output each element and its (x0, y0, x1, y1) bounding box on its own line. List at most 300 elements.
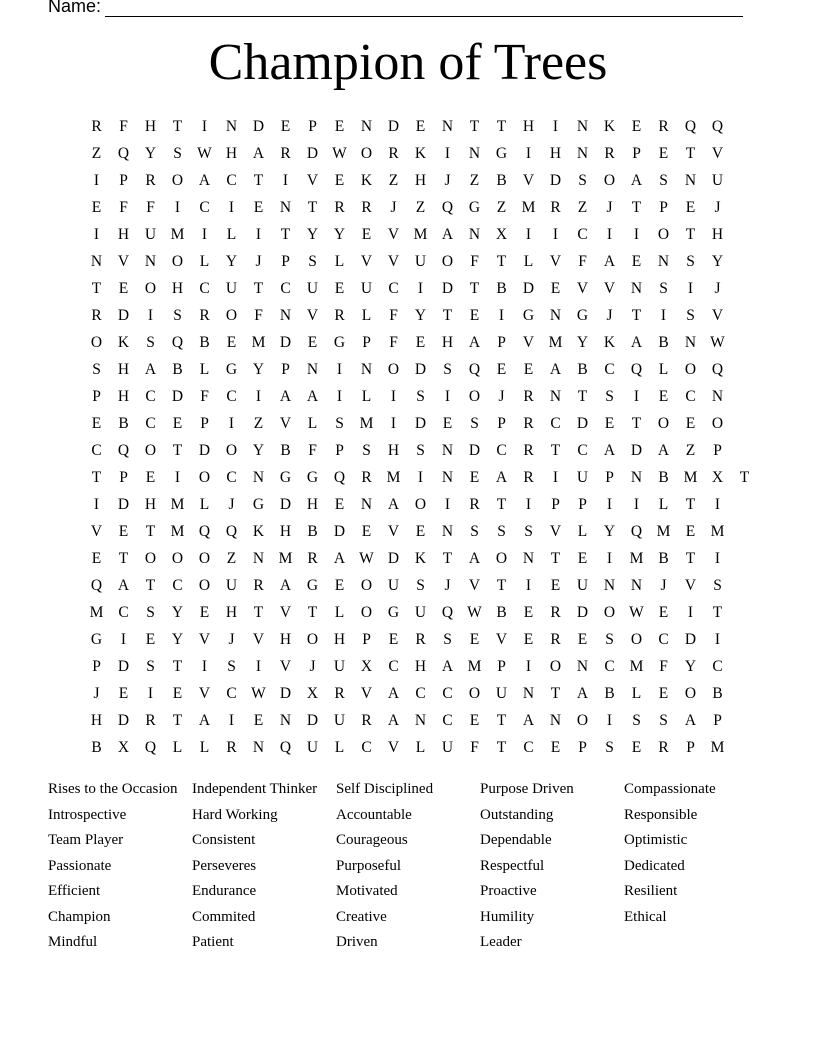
grid-row (83, 221, 758, 248)
grid-letter: E (145, 631, 156, 648)
word-bank-item: Mindful (48, 934, 98, 950)
grid-letter: N (414, 712, 427, 729)
grid-letter: E (172, 415, 183, 432)
grid-row (83, 464, 758, 491)
name-field[interactable] (48, 0, 743, 17)
grid-letter: C (577, 226, 588, 243)
grid-letter: Q (711, 118, 724, 135)
grid-letter: T (685, 550, 696, 567)
grid-letter: Q (171, 334, 184, 351)
grid-letter: I (525, 226, 532, 243)
grid-letter: U (441, 739, 454, 756)
grid-letter: F (119, 118, 128, 135)
grid-letter: E (604, 415, 615, 432)
grid-letter: Y (711, 253, 724, 270)
grid-letter: N (630, 577, 643, 594)
grid-letter: O (198, 577, 211, 594)
grid-letter: T (172, 658, 183, 675)
grid-letter: I (255, 388, 262, 405)
grid-letter: E (685, 523, 696, 540)
grid-letter: R (280, 145, 291, 162)
grid-letter: N (252, 739, 265, 756)
grid-row (83, 491, 758, 518)
grid-letter: S (713, 577, 722, 594)
grid-letter: K (603, 334, 616, 351)
grid-letter: L (361, 388, 372, 405)
grid-letter: Y (306, 226, 319, 243)
grid-letter: M (170, 496, 185, 513)
grid-letter: P (578, 496, 587, 513)
grid-letter: R (550, 199, 561, 216)
grid-letter: G (306, 577, 319, 594)
grid-letter: Q (630, 523, 643, 540)
grid-letter: D (387, 550, 400, 567)
grid-letter: F (389, 307, 398, 324)
word-bank-item: Outstanding (480, 806, 554, 823)
grid-letter: E (334, 172, 345, 189)
grid-letter: Q (333, 469, 346, 486)
grid-letter: N (441, 469, 454, 486)
grid-letter: L (577, 523, 588, 540)
grid-letter: C (658, 631, 669, 648)
word-bank-item: Commited (192, 908, 256, 925)
grid-letter: A (252, 145, 265, 162)
grid-letter: N (522, 685, 535, 702)
word-bank-item: Perseveres (192, 857, 257, 874)
grid-letter: A (279, 577, 292, 594)
grid-letter: B (658, 550, 669, 567)
grid-letter: I (120, 631, 127, 648)
grid-letter: S (659, 712, 668, 729)
grid-row (83, 653, 758, 680)
grid-letter: D (279, 496, 292, 513)
grid-letter: C (199, 199, 210, 216)
grid-letter: E (658, 685, 669, 702)
grid-letter: Q (630, 361, 643, 378)
grid-letter: G (468, 199, 481, 216)
grid-letter: I (525, 658, 532, 675)
grid-letter: V (495, 631, 508, 648)
grid-letter: C (226, 469, 237, 486)
grid-letter: Y (603, 523, 616, 540)
grid-letter: O (657, 226, 670, 243)
grid-letter: D (117, 307, 130, 324)
grid-letter: O (360, 577, 373, 594)
grid-letter: Q (117, 145, 130, 162)
grid-letter: R (91, 118, 102, 135)
grid-letter: Q (441, 604, 454, 621)
grid-letter: I (147, 307, 154, 324)
grid-letter: L (658, 361, 669, 378)
grid-letter: Z (91, 145, 102, 162)
grid-letter: N (252, 550, 265, 567)
grid-letter: E (334, 577, 345, 594)
grid-letter: N (360, 118, 373, 135)
grid-letter: I (201, 226, 208, 243)
grid-letter: P (362, 334, 371, 351)
grid-letter: T (172, 712, 183, 729)
grid-letter: I (525, 577, 532, 594)
grid-row (83, 680, 758, 707)
grid-letter: T (550, 685, 561, 702)
grid-letter: S (443, 361, 452, 378)
grid-letter: T (469, 118, 480, 135)
grid-letter: A (387, 712, 400, 729)
grid-letter: V (198, 631, 211, 648)
grid-letter: V (279, 658, 292, 675)
grid-letter: E (334, 118, 345, 135)
grid-letter: K (414, 550, 427, 567)
grid-letter: I (687, 604, 694, 621)
grid-letter: H (522, 118, 535, 135)
grid-letter: V (360, 253, 373, 270)
grid-letter: T (685, 145, 696, 162)
grid-letter: I (633, 388, 640, 405)
grid-letter: S (497, 523, 506, 540)
word-bank-item: Endurance (192, 883, 257, 899)
grid-letter: F (389, 334, 398, 351)
grid-letter: N (657, 253, 670, 270)
grid-letter: E (415, 334, 426, 351)
grid-letter: R (550, 631, 561, 648)
grid-letter: H (711, 226, 724, 243)
grid-letter: B (280, 442, 291, 459)
grid-letter: D (333, 523, 346, 540)
grid-letter: Q (117, 442, 130, 459)
grid-letter: P (497, 658, 506, 675)
grid-letter: R (226, 739, 237, 756)
grid-letter: S (416, 388, 425, 405)
grid-letter: H (414, 658, 427, 675)
grid-letter: S (632, 712, 641, 729)
grid-letter: A (603, 253, 616, 270)
grid-letter: E (631, 739, 642, 756)
grid-letter: B (658, 334, 669, 351)
grid-letter: I (714, 496, 721, 513)
grid-letter: M (467, 658, 482, 675)
grid-letter: M (629, 550, 644, 567)
grid-letter: M (629, 658, 644, 675)
grid-letter: C (712, 658, 723, 675)
grid-letter: N (684, 172, 697, 189)
word-bank (48, 778, 768, 957)
grid-letter: Q (684, 118, 697, 135)
grid-letter: T (172, 118, 183, 135)
grid-letter: V (549, 523, 562, 540)
grid-letter: R (307, 550, 318, 567)
grid-letter: N (468, 145, 481, 162)
grid-letter: T (442, 307, 453, 324)
word-column (48, 778, 192, 957)
name-label: Name: (48, 0, 102, 16)
grid-letter: V (306, 307, 319, 324)
grid-letter: S (92, 361, 101, 378)
grid-letter: I (201, 658, 208, 675)
grid-letter: L (334, 604, 345, 621)
grid-letter: E (334, 496, 345, 513)
grid-letter: B (604, 685, 615, 702)
grid-letter: T (307, 604, 318, 621)
grid-letter: Y (252, 442, 265, 459)
grid-letter: K (603, 118, 616, 135)
grid-letter: O (549, 658, 562, 675)
page-title: Champion of Trees (208, 34, 608, 91)
word-bank-item: Ethical (624, 908, 667, 925)
grid-letter: E (172, 685, 183, 702)
grid-letter: S (659, 280, 668, 297)
grid-letter: E (415, 118, 426, 135)
grid-letter: S (416, 577, 425, 594)
grid-letter: P (281, 361, 290, 378)
grid-letter: N (360, 361, 373, 378)
grid-letter: Z (415, 199, 426, 216)
grid-letter: H (117, 226, 130, 243)
grid-letter: V (711, 145, 724, 162)
grid-letter: I (444, 388, 451, 405)
grid-letter: C (388, 280, 399, 297)
grid-letter: J (660, 577, 667, 594)
grid-letter: C (199, 280, 210, 297)
grid-letter: C (415, 685, 426, 702)
grid-letter: E (577, 631, 588, 648)
grid-letter: H (117, 361, 130, 378)
grid-letter: F (254, 307, 263, 324)
grid-letter: R (361, 199, 372, 216)
grid-letter: A (387, 496, 400, 513)
grid-letter: E (118, 523, 129, 540)
name-blank-line[interactable] (105, 0, 743, 17)
grid-letter: L (226, 226, 237, 243)
grid-letter: R (523, 415, 534, 432)
grid-letter: A (144, 361, 157, 378)
grid-letter: U (387, 577, 400, 594)
grid-letter: S (686, 253, 695, 270)
grid-letter: S (308, 253, 317, 270)
grid-letter: H (441, 334, 454, 351)
word-bank-item: Creative (336, 908, 387, 925)
grid-letter: Y (414, 307, 427, 324)
grid-letter: J (606, 199, 613, 216)
word-bank-item: Purposeful (336, 857, 401, 874)
grid-letter: E (523, 361, 534, 378)
grid-row (83, 437, 758, 464)
grid-letter: I (687, 280, 694, 297)
grid-letter: N (711, 388, 724, 405)
grid-letter: S (335, 415, 344, 432)
grid-letter: R (361, 469, 372, 486)
grid-letter: U (576, 577, 589, 594)
grid-letter: N (549, 388, 562, 405)
grid-letter: E (685, 199, 696, 216)
grid-letter: N (576, 145, 589, 162)
grid-letter: R (145, 712, 156, 729)
grid-letter: Z (226, 550, 237, 567)
grid-letter: O (441, 253, 454, 270)
grid-letter: R (388, 145, 399, 162)
word-bank-item: Optimistic (624, 832, 688, 848)
grid-letter: D (171, 388, 184, 405)
grid-letter: G (306, 469, 319, 486)
grid-letter: D (576, 415, 589, 432)
grid-letter: I (606, 496, 613, 513)
grid-letter: I (417, 280, 424, 297)
grid-letter: M (710, 739, 725, 756)
grid-letter: M (278, 550, 293, 567)
grid-letter: S (605, 739, 614, 756)
grid-letter: T (685, 226, 696, 243)
grid-letter: S (605, 631, 614, 648)
grid-letter: V (306, 172, 319, 189)
grid-letter: H (414, 172, 427, 189)
grid-letter: D (414, 361, 427, 378)
grid-letter: O (603, 172, 616, 189)
grid-letter: F (470, 739, 479, 756)
grid-letter: A (684, 712, 697, 729)
grid-letter: P (497, 334, 506, 351)
grid-letter: H (549, 145, 562, 162)
grid-letter: A (387, 685, 400, 702)
grid-letter: C (442, 685, 453, 702)
grid-letter: Z (577, 199, 588, 216)
word-bank-item: Team Player (48, 832, 124, 848)
grid-letter: B (199, 334, 210, 351)
grid-letter: Q (468, 361, 481, 378)
word-column (336, 778, 480, 957)
grid-letter: V (522, 172, 535, 189)
grid-letter: A (657, 442, 670, 459)
grid-letter: D (441, 280, 454, 297)
grid-letter: B (496, 280, 507, 297)
grid-letter: J (444, 577, 451, 594)
grid-letter: E (577, 550, 588, 567)
grid-letter: R (658, 739, 669, 756)
word-bank-item: Hard Working (192, 806, 278, 823)
grid-letter: N (576, 658, 589, 675)
grid-letter: A (198, 712, 211, 729)
grid-letter: W (629, 604, 644, 621)
grid-letter: K (252, 523, 265, 540)
grid-letter: G (252, 496, 265, 513)
grid-letter: V (198, 685, 211, 702)
grid-letter: P (119, 172, 128, 189)
grid-letter: I (714, 631, 721, 648)
grid-letter: O (171, 550, 184, 567)
grid-letter: E (469, 631, 480, 648)
grid-letter: M (413, 226, 428, 243)
word-bank-item: Efficient (48, 883, 101, 899)
word-bank-item: Proactive (480, 883, 537, 899)
grid-letter: E (523, 604, 534, 621)
grid-letter: D (549, 172, 562, 189)
grid-letter: L (658, 496, 669, 513)
grid-letter: M (548, 334, 563, 351)
grid-letter: N (468, 226, 481, 243)
word-bank-item: Respectful (480, 857, 545, 874)
grid-letter: F (578, 253, 587, 270)
grid-letter: I (282, 172, 289, 189)
grid-letter: V (387, 523, 400, 540)
grid-letter: M (170, 226, 185, 243)
grid-letter: S (146, 604, 155, 621)
grid-letter: I (714, 550, 721, 567)
grid-letter: E (199, 604, 210, 621)
grid-letter: O (144, 442, 157, 459)
grid-letter: T (118, 550, 129, 567)
grid-letter: P (200, 415, 209, 432)
grid-letter: D (522, 280, 535, 297)
grid-letter: D (414, 415, 427, 432)
grid-letter: D (630, 442, 643, 459)
grid-letter: H (171, 280, 184, 297)
grid-letter: I (93, 496, 100, 513)
grid-letter: R (334, 685, 345, 702)
grid-letter: V (468, 577, 481, 594)
grid-letter: M (359, 415, 374, 432)
grid-letter: B (91, 739, 102, 756)
grid-letter: G (495, 145, 508, 162)
grid-letter: C (685, 388, 696, 405)
grid-letter: L (523, 253, 534, 270)
grid-letter: N (252, 469, 265, 486)
grid-letter: J (255, 253, 262, 270)
grid-letter: R (658, 118, 669, 135)
grid-letter: V (549, 253, 562, 270)
word-bank-item: Champion (48, 908, 111, 925)
grid-letter: W (332, 145, 347, 162)
grid-letter: M (683, 469, 698, 486)
grid-letter: G (225, 361, 238, 378)
grid-letter: R (334, 307, 345, 324)
grid-letter: E (118, 280, 129, 297)
grid-letter: H (90, 712, 103, 729)
grid-letter: Q (441, 199, 454, 216)
grid-letter: N (684, 334, 697, 351)
word-bank-item: Rises to the Occasion (48, 781, 178, 797)
grid-letter: G (90, 631, 103, 648)
grid-letter: N (441, 118, 454, 135)
grid-letter: N (576, 118, 589, 135)
grid-letter: O (225, 442, 238, 459)
grid-letter: N (549, 712, 562, 729)
grid-letter: H (279, 631, 292, 648)
grid-letter: S (686, 307, 695, 324)
grid-letter: G (333, 334, 346, 351)
word-bank-item: Purpose Driven (480, 781, 574, 797)
grid-letter: L (199, 739, 210, 756)
grid-letter: R (145, 172, 156, 189)
grid-letter: P (119, 469, 128, 486)
grid-letter: E (388, 631, 399, 648)
grid-letter: E (550, 280, 561, 297)
grid-letter: N (360, 496, 373, 513)
grid-letter: E (631, 253, 642, 270)
grid-letter: I (174, 199, 181, 216)
grid-letter: T (307, 199, 318, 216)
grid-letter: I (336, 361, 343, 378)
grid-letter: I (390, 415, 397, 432)
grid-letter: P (713, 442, 722, 459)
grid-letter: J (444, 172, 451, 189)
grid-letter: L (361, 307, 372, 324)
grid-letter: F (659, 658, 668, 675)
grid-letter: I (336, 388, 343, 405)
grid-letter: S (146, 658, 155, 675)
grid-letter: E (658, 604, 669, 621)
grid-letter: C (145, 388, 156, 405)
grid-row (83, 167, 758, 194)
grid-letter: I (525, 145, 532, 162)
grid-letter: U (306, 739, 319, 756)
